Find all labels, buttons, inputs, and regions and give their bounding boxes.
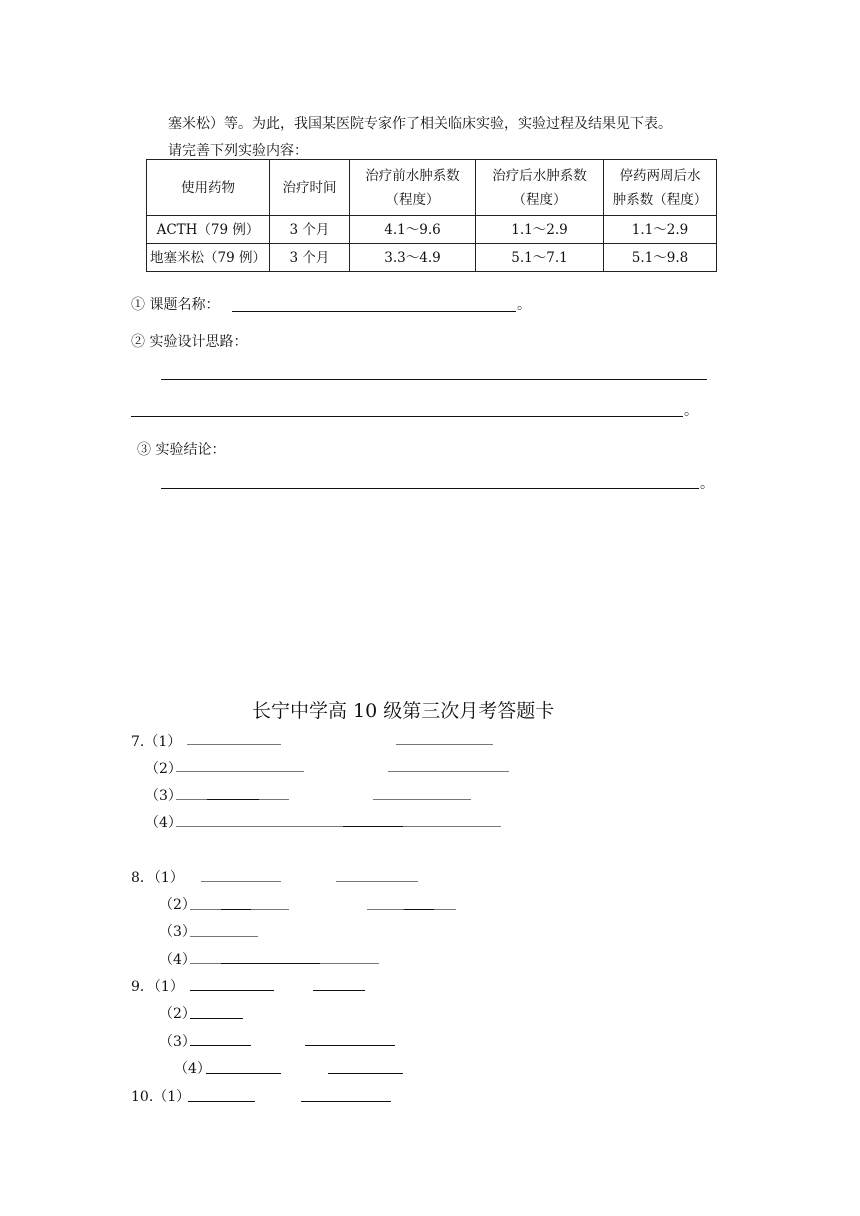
header-after-line2: （程度） (512, 191, 567, 208)
q7-2-blank-b[interactable] (388, 771, 509, 772)
q9-4-blank-a[interactable] (206, 1073, 281, 1074)
cell-drug: ACTH（79 例） (147, 216, 270, 244)
q7-4-label: （4） (145, 815, 182, 831)
q8-3-blank[interactable] (190, 936, 258, 937)
q10-label: 10.（1） (131, 1089, 191, 1105)
q9-2-blank[interactable] (190, 1018, 243, 1019)
q9-2-label: （2） (159, 1006, 196, 1022)
intro-line-2: 请完善下列实验内容： (168, 143, 308, 159)
q8-1-blank-b[interactable] (336, 881, 418, 882)
cell-before: 3.3～4.9 (350, 244, 476, 272)
q9-4-label: （4） (174, 1061, 211, 1077)
cell-drug: 地塞米松（79 例） (147, 244, 270, 272)
q8-4-label: （4） (159, 952, 196, 968)
q8-3-label: （3） (159, 924, 196, 940)
header-stop-line1: 停药两周后水 (619, 167, 701, 184)
table-header-row (147, 160, 717, 216)
question-topic-end: 。 (517, 297, 531, 313)
conclusion-answer-line[interactable] (161, 488, 699, 489)
q7-3-label: （3） (145, 788, 182, 804)
header-drug: 使用药物 (147, 160, 270, 216)
q10-1-blank-a[interactable] (188, 1101, 255, 1102)
q9-1-blank-b[interactable] (313, 990, 365, 991)
q8-2-label: （2） (159, 897, 196, 913)
header-before (350, 160, 476, 216)
header-before-line2: （程度） (385, 191, 440, 208)
q7-4-blank-mark (343, 826, 403, 827)
q9-3-label: （3） (159, 1034, 196, 1050)
q7-2-label: （2） (145, 761, 182, 777)
question-conclusion-label: ③ 实验结论： (137, 442, 226, 458)
cell-stop: 5.1～9.8 (604, 244, 717, 272)
header-after-line1: 治疗后水肿系数 (492, 167, 587, 184)
q7-label: 7.（1） (131, 734, 182, 750)
q8-2-blank-b-mark (404, 909, 434, 910)
header-before-line1: 治疗前水肿系数 (365, 167, 460, 184)
header-stop (604, 160, 717, 216)
q9-label: 9．（1） (131, 979, 184, 995)
q7-3-blank-a-mark (207, 799, 259, 800)
design-answer-line-2[interactable] (131, 416, 683, 417)
cell-stop: 1.1～2.9 (604, 216, 717, 244)
q7-1-blank-b[interactable] (396, 744, 493, 745)
experiment-table (146, 159, 717, 272)
question-design-label: ② 实验设计思路： (131, 334, 248, 350)
intro-line-1: 塞米松）等。为此，我国某医院专家作了相关临床实验，实验过程及结果见下表。 (168, 116, 672, 132)
header-time: 治疗时间 (270, 160, 350, 216)
q9-3-blank-a[interactable] (190, 1045, 251, 1046)
q9-3-blank-b[interactable] (305, 1045, 395, 1046)
q8-1-blank-a[interactable] (201, 881, 281, 882)
cell-time: 3 个月 (270, 216, 350, 244)
answer-card-title: 长宁中学高 10 级第三次月考答题卡 (252, 700, 555, 722)
question-conclusion-end: 。 (700, 476, 714, 492)
header-stop-line2: 肿系数（程度） (612, 191, 708, 208)
question-design-end: 。 (684, 403, 698, 419)
table-row (147, 244, 717, 272)
q7-2-blank-a[interactable] (176, 771, 304, 772)
q7-4-blank[interactable] (176, 826, 501, 827)
question-topic-label: ① 课题名称： (131, 297, 220, 313)
q9-4-blank-b[interactable] (328, 1073, 403, 1074)
q9-1-blank-a[interactable] (190, 990, 274, 991)
q8-label: 8．（1） (131, 870, 184, 886)
cell-time: 3 个月 (270, 244, 350, 272)
header-after (476, 160, 604, 216)
design-answer-line-1[interactable] (161, 379, 707, 380)
q8-4-blank-mark (221, 963, 320, 964)
q8-2-blank-a-mark (221, 909, 251, 910)
cell-before: 4.1～9.6 (350, 216, 476, 244)
q10-1-blank-b[interactable] (301, 1101, 391, 1102)
q7-3-blank-b[interactable] (373, 799, 471, 800)
table-row (147, 216, 717, 244)
topic-answer-line[interactable] (232, 311, 516, 312)
cell-after: 1.1～2.9 (476, 216, 604, 244)
cell-after: 5.1～7.1 (476, 244, 604, 272)
q7-1-blank-a[interactable] (187, 744, 281, 745)
